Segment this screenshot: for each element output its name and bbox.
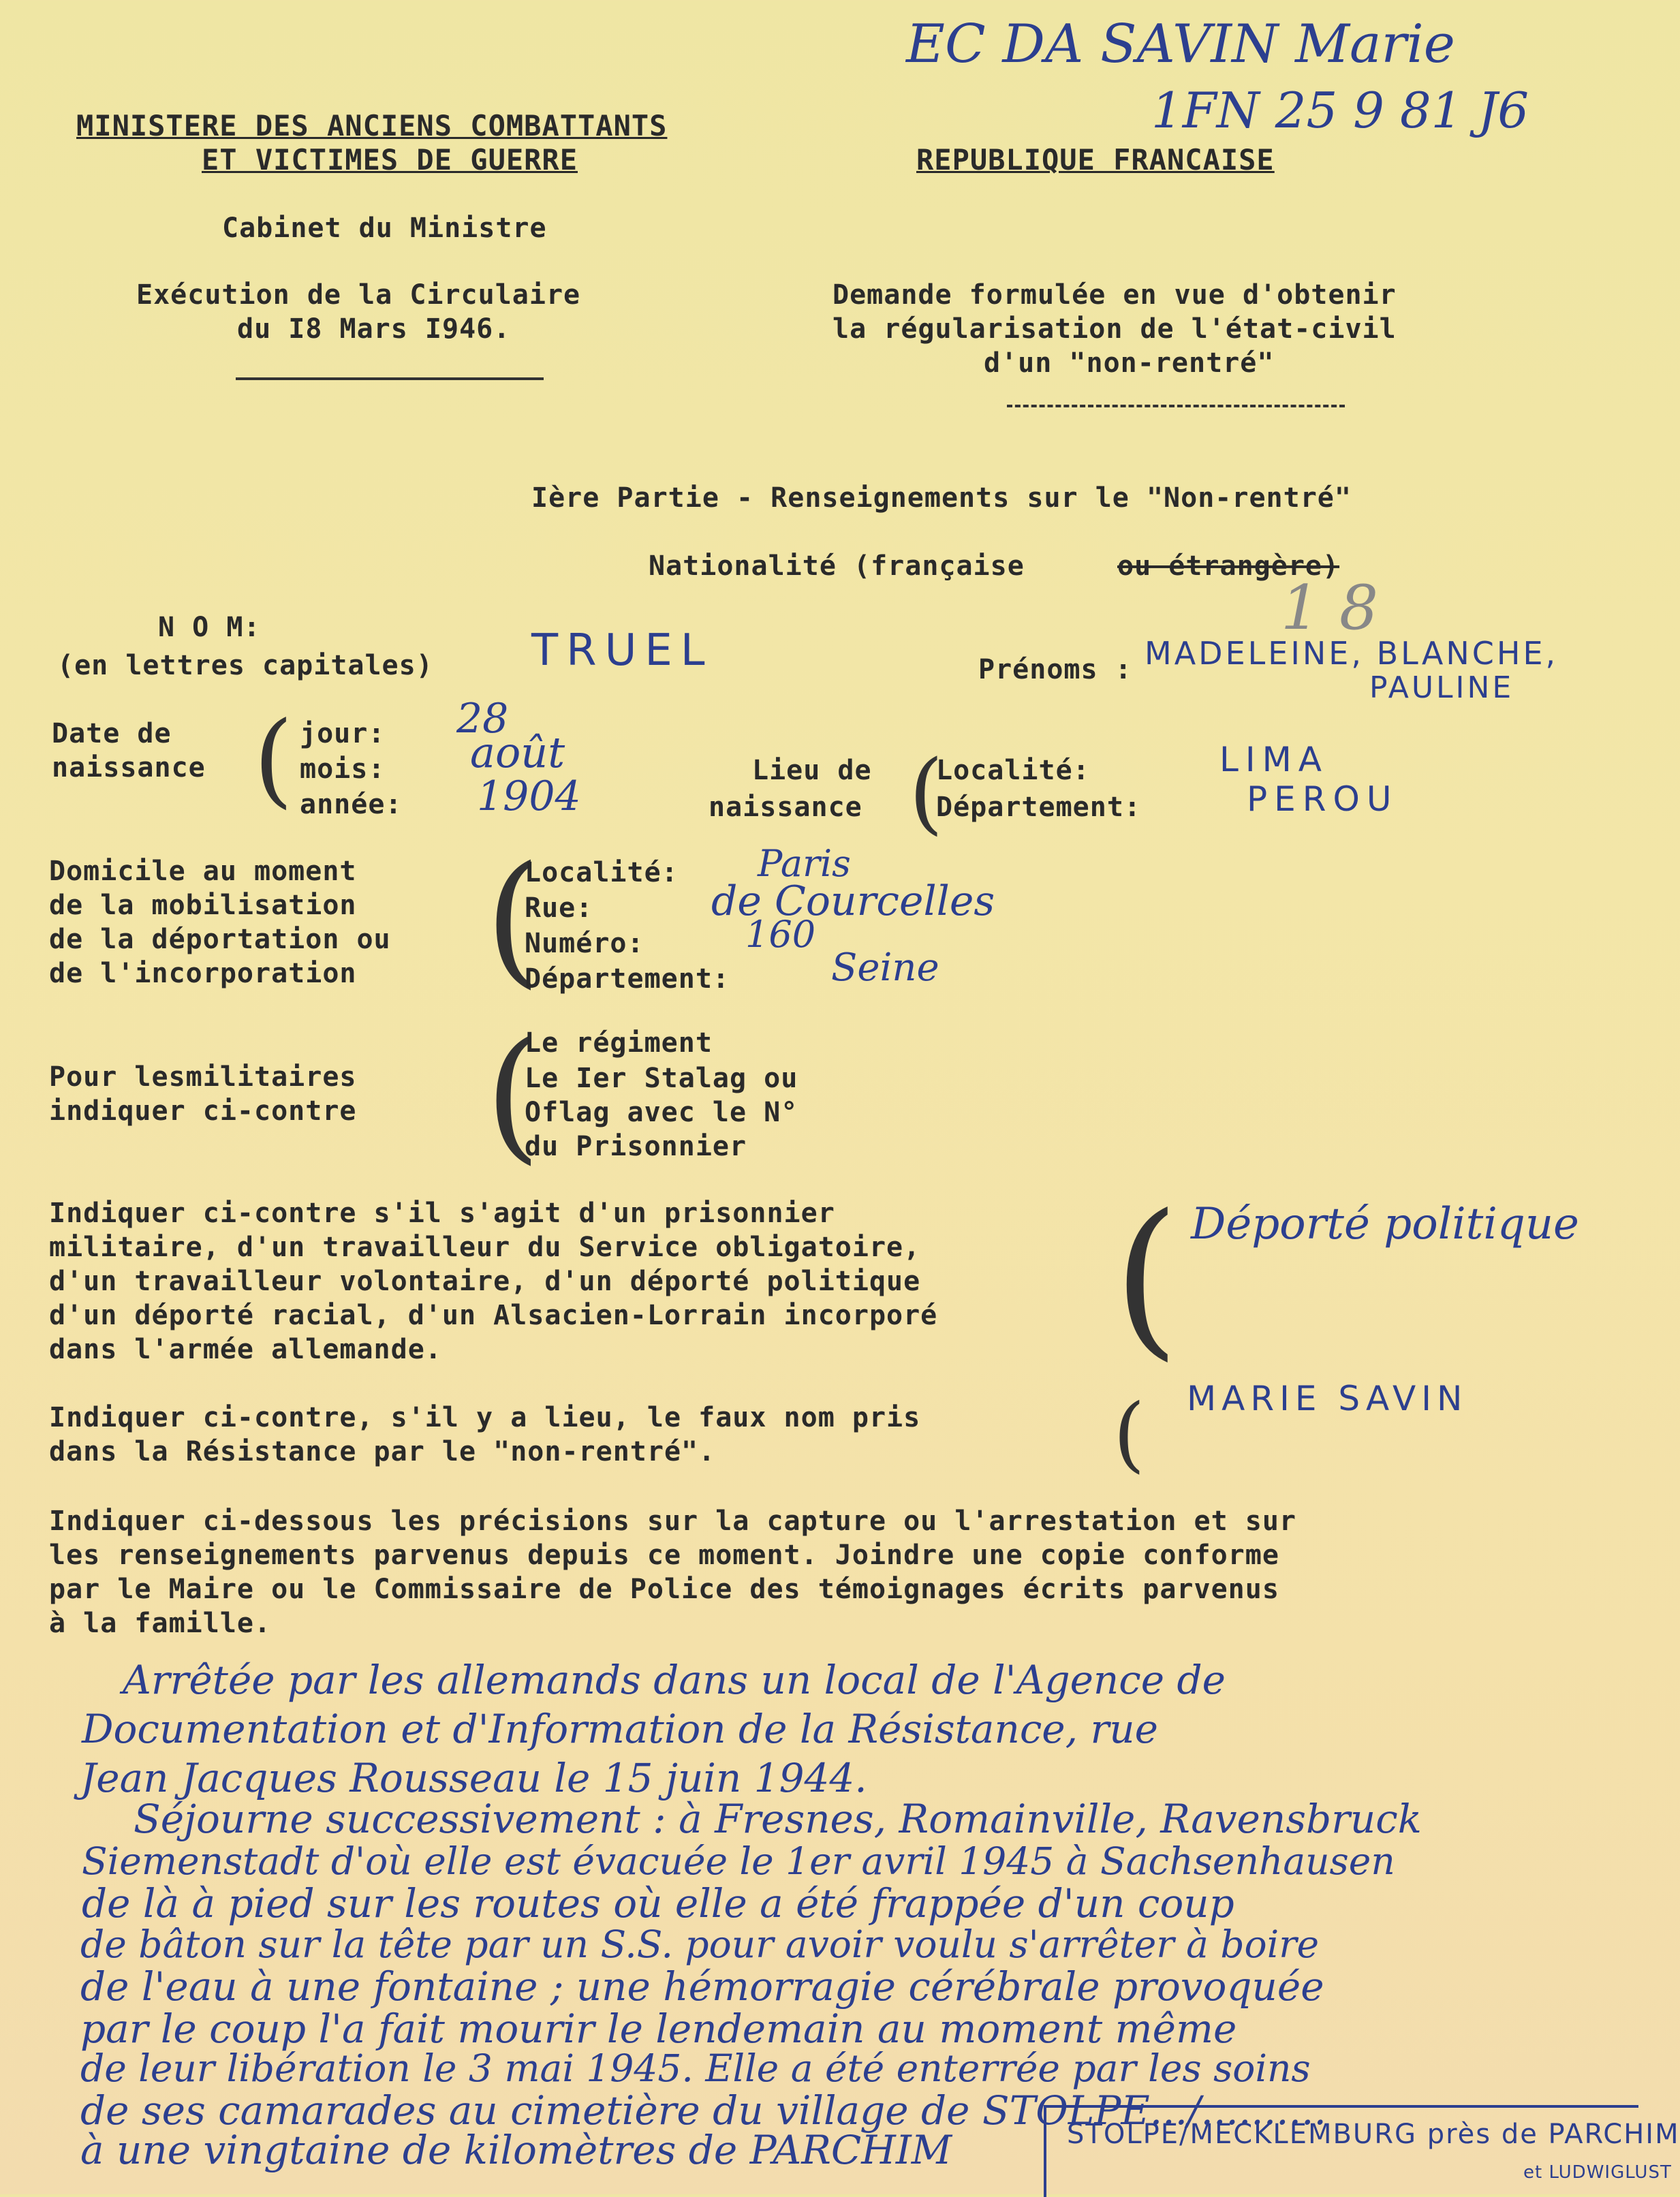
- cabinet-label: Cabinet du Ministre: [222, 213, 547, 244]
- details-line1: Indiquer ci-dessous les précisions sur la capture ou l'arrestation et sur: [49, 1506, 1296, 1537]
- narrative-line: de bâton sur la tête par un S.S. pour avoir voulu s'arrêter à boire: [80, 1922, 1320, 1966]
- prenoms-value1: MADELEINE, BLANCHE,: [1145, 635, 1559, 672]
- details-line3: par le Maire ou le Commissaire de Police des témoignages écrits parvenus: [49, 1574, 1279, 1605]
- date-label1: Date de: [52, 718, 172, 749]
- request-line3: d'un "non-rentré": [984, 347, 1275, 379]
- request-line2: la régularisation de l'état-civil: [833, 313, 1397, 345]
- details-line2: les renseignements parvenus depuis ce moment. Joindre une copie conforme: [49, 1540, 1279, 1571]
- category-line5: dans l'armée allemande.: [49, 1334, 442, 1365]
- execution-line1: Exécution de la Circulaire: [136, 279, 581, 311]
- details-line4: à la famille.: [49, 1608, 272, 1639]
- domicile-rue-label: Rue:: [525, 892, 593, 924]
- part-title: Ière Partie - Renseignements sur le "Non-rentré": [531, 482, 1352, 514]
- birth-place-brace: (: [909, 741, 944, 844]
- narrative-line: Jean Jacques Rousseau le 15 juin 1944.: [80, 1755, 867, 1801]
- nom-value: TRUEL: [531, 625, 713, 676]
- lieu-label2: naissance: [709, 792, 862, 823]
- annee-value: 1904: [477, 773, 581, 820]
- location-box-line1: STOLPE/MECKLEMBURG près de PARCHIM: [1067, 2119, 1680, 2150]
- nationality-struck: ou étrangère): [1117, 550, 1340, 582]
- alias-line2: dans la Résistance par le "non-rentré".: [49, 1436, 716, 1467]
- date-label2: naissance: [52, 752, 206, 783]
- military-field4: du Prisonnier: [525, 1131, 747, 1162]
- narrative-line: par le coup l'a fait mourir le lendemain au moment même: [80, 2006, 1237, 2052]
- alias-line1: Indiquer ci-contre, s'il y a lieu, le faux nom pris: [49, 1402, 921, 1433]
- narrative-line: de là à pied sur les routes où elle a été frappée d'un coup: [82, 1880, 1234, 1927]
- mois-label: mois:: [300, 753, 386, 785]
- military-field2: Le Ier Stalag ou: [525, 1063, 798, 1094]
- ministry-line1: MINISTERE DES ANCIENS COMBATTANTS: [76, 109, 668, 142]
- birth-localite-label: Localité:: [936, 755, 1090, 786]
- domicile-localite-value: Paris: [758, 842, 851, 885]
- birth-localite-value: LIMA: [1219, 740, 1328, 779]
- location-box-line2: et LUDWIGLUST: [1523, 2162, 1672, 2183]
- prenoms-value2: PAULINE: [1369, 670, 1514, 705]
- archive-annotation-line2: 1FN 25 9 81 J6: [1151, 82, 1529, 139]
- domicile-departement-value: Seine: [831, 946, 939, 990]
- ministry-line2: ET VICTIMES DE GUERRE: [202, 143, 578, 176]
- category-line2: militaire, d'un travailleur du Service obligatoire,: [49, 1232, 921, 1263]
- domicile-brace: (: [485, 835, 541, 1002]
- category-line3: d'un travailleur volontaire, d'un déporté politique: [49, 1266, 921, 1297]
- jour-value: 28: [456, 695, 509, 743]
- domicile-numero-label: Numéro:: [525, 928, 644, 959]
- header-right-dashes: [1007, 405, 1345, 407]
- annee-label: année:: [300, 789, 403, 820]
- category-line4: d'un déporté racial, d'un Alsacien-Lorrain incorporé: [49, 1300, 938, 1331]
- alias-brace: (: [1113, 1387, 1145, 1482]
- domicile-numero-value: 160: [745, 913, 816, 956]
- domicile-label4: de l'incorporation: [49, 958, 357, 989]
- birth-departement-label: Département:: [936, 792, 1141, 823]
- republic-label: REPUBLIQUE FRANCAISE: [916, 143, 1275, 176]
- narrative-line: Arrêtée par les allemands dans un local de l'Agence de: [123, 1657, 1226, 1703]
- archive-annotation-line1: EC DA SAVIN Marie: [906, 14, 1455, 75]
- category-line1: Indiquer ci-contre s'il s'agit d'un prisonnier: [49, 1198, 835, 1229]
- category-value: Déporté politique: [1191, 1199, 1579, 1249]
- narrative-line: de l'eau à une fontaine ; une hémorragie cérébrale provoquée: [80, 1963, 1324, 2010]
- margin-mark: 1 8: [1281, 572, 1379, 644]
- military-field1: Le régiment: [525, 1027, 713, 1059]
- request-line1: Demande formulée en vue d'obtenir: [833, 279, 1397, 311]
- category-brace: (: [1113, 1178, 1180, 1376]
- domicile-label1: Domicile au moment: [49, 856, 357, 887]
- military-label2: indiquer ci-contre: [49, 1095, 357, 1127]
- narrative-line: à une vingtaine de kilomètres de PARCHIM: [80, 2127, 952, 2173]
- domicile-label2: de la mobilisation: [49, 890, 357, 921]
- birth-date-brace: (: [253, 700, 294, 819]
- alias-value: MARIE SAVIN: [1187, 1379, 1468, 1418]
- domicile-departement-label: Département:: [525, 963, 730, 995]
- lieu-label1: Lieu de: [752, 755, 872, 786]
- domicile-rue-value: de Courcelles: [711, 877, 995, 925]
- narrative-line: Documentation et d'Information de la Résistance, rue: [82, 1706, 1158, 1752]
- narrative-line: Siemenstadt d'où elle est évacuée le 1er avril 1945 à Sachsenhausen: [82, 1839, 1395, 1883]
- nom-label: N O M:: [158, 612, 261, 643]
- prenoms-label: Prénoms :: [978, 654, 1132, 685]
- military-label1: Pour lesmilitaires: [49, 1061, 357, 1093]
- military-field3: Oflag avec le N°: [525, 1097, 798, 1128]
- domicile-label3: de la déportation ou: [49, 924, 391, 955]
- execution-line2: du I8 Mars I946.: [237, 313, 511, 345]
- mois-value: août: [470, 728, 565, 777]
- domicile-localite-label: Localité:: [525, 857, 679, 888]
- jour-label: jour:: [300, 718, 386, 749]
- narrative-line: de ses camarades au cimetière du village de STOLPE.../..........: [80, 2087, 1326, 2134]
- birth-departement-value: PEROU: [1247, 779, 1399, 819]
- narrative-line: Séjourne successivement : à Fresnes, Romainville, Ravensbruck: [134, 1796, 1422, 1842]
- narrative-line: de leur libération le 3 mai 1945. Elle a été enterrée par les soins: [80, 2046, 1311, 2090]
- header-left-rule: [236, 377, 544, 380]
- nationality-label: Nationalité (française: [649, 550, 1025, 582]
- military-brace: (: [485, 1011, 541, 1178]
- nom-sublabel: (en lettres capitales): [57, 650, 433, 681]
